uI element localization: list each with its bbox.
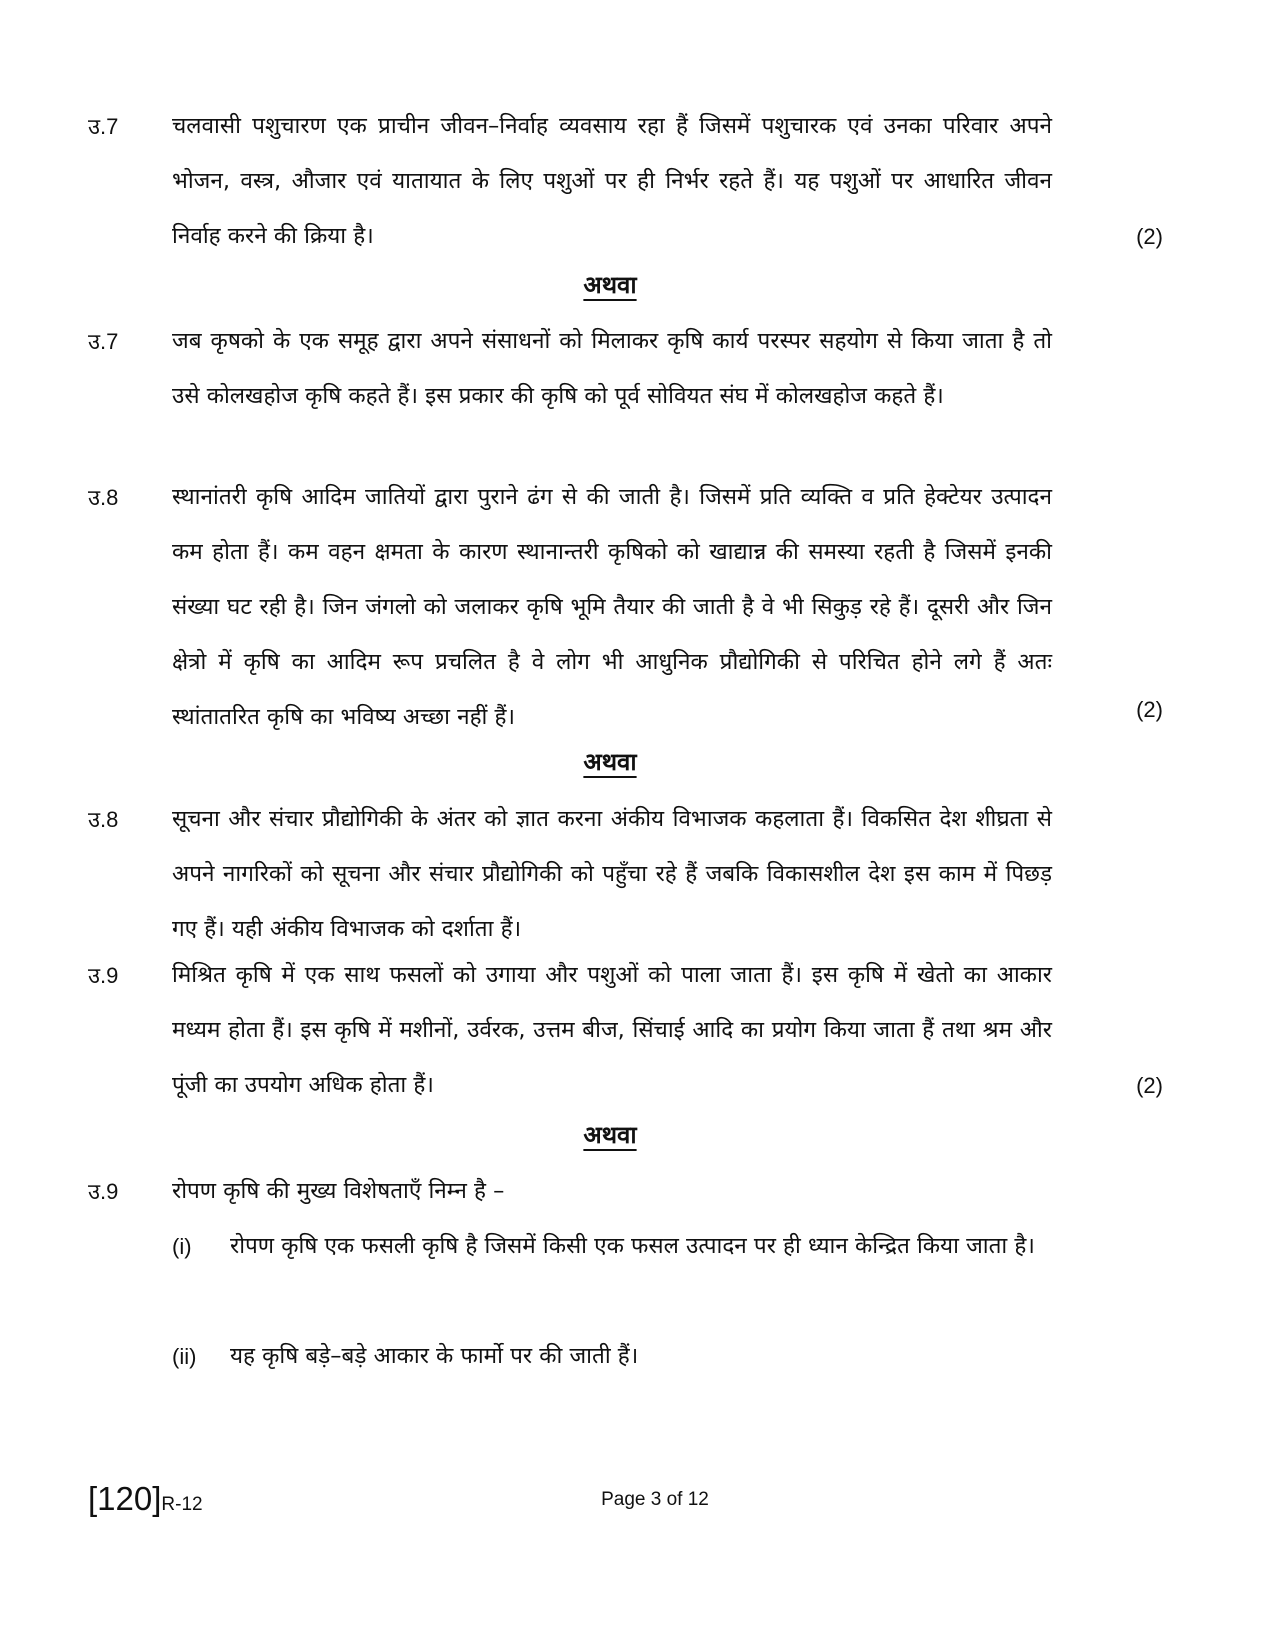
answer-text: रोपण कृषि की मुख्य विशेषताएँ निम्न है – xyxy=(172,1178,505,1204)
question-number: उ.9 xyxy=(88,1179,119,1204)
marks-label: (2) xyxy=(1136,697,1163,722)
question-number: उ.7 xyxy=(88,329,119,354)
answer-text: मिश्रित कृषि में एक साथ फसलों को उगाया और पशुओं को पाला जाता हैं। इस कृषि में खेतो का आकार मध्यम होता हैं। इस कृषि में मशीनों, उर्वरक, उत्तम बीज, सिंचाई आदि का प्रयोग किया जाता हैं तथा श्रम और पूंजी का उपयोग अधिक होता हैं। xyxy=(172,962,1052,1098)
list-item-number: (ii) xyxy=(172,1344,197,1369)
list-item-number: (i) xyxy=(172,1234,192,1259)
question-number: उ.9 xyxy=(88,963,119,988)
page-number: Page 3 of 12 xyxy=(601,1489,709,1510)
marks-label: (2) xyxy=(1136,224,1163,249)
list-item-text: यह कृषि बड़े–बड़े आकार के फार्मो पर की जाती हैं। xyxy=(230,1343,639,1369)
or-heading: अथवा xyxy=(583,748,637,776)
answer-text: सूचना और संचार प्रौद्योगिकी के अंतर को ज्ञात करना अंकीय विभाजक कहलाता हैं। विकसित देश शीघ्रता से अपने नागरिकों को सूचना और संचार प्रौद्योगिकी को पहुँचा रहे हैं जबकि विकासशील देश इस काम में पिछड़ गए हैं। यही अंकीय विभाजक को दर्शाता हैं। xyxy=(172,806,1052,942)
list-item-text: रोपण कृषि एक फसली कृषि है जिसमें किसी एक फसल उत्पादन पर ही ध्यान केन्द्रित किया जाता है। xyxy=(230,1233,1035,1259)
question-number: उ.8 xyxy=(88,485,119,510)
paper-code-sub: R-12 xyxy=(161,1494,203,1515)
paper-code-main: [120] xyxy=(88,1480,162,1517)
answer-text: जब कृषको के एक समूह द्वारा अपने संसाधनों को मिलाकर कृषि कार्य परस्पर सहयोग से किया जाता है तो उसे कोलखहोज कृषि कहते हैं। इस प्रकार की कृषि को पूर्व सोवियत संघ में कोलखहोज कहते हैं। xyxy=(172,328,1052,409)
or-heading: अथवा xyxy=(583,271,637,299)
question-number: उ.7 xyxy=(88,114,119,139)
marks-label: (2) xyxy=(1136,1073,1163,1098)
or-heading: अथवा xyxy=(583,1121,637,1149)
answer-text: स्थानांतरी कृषि आदिम जातियों द्वारा पुराने ढंग से की जाती है। जिसमें प्रति व्यक्ति व प्रति हेक्टेयर उत्पादन कम होता हैं। कम वहन क्षमता के कारण स्थानान्तरी कृषिको को खाद्यान्न की समस्या रहती है जिसमें इनकी संख्या घट रही है। जिन जंगलो को जलाकर कृषि भूमि तैयार की जाती है वे भी सिकुड़ रहे हैं। दूसरी और जिन क्षेत्रो में कृषि का आदिम रूप प्रचलित है वे लोग भी आधुनिक प्रौद्योगिकी से परिचित होने लगे हैं अतः स्थांतातरित कृषि का भविष्य अच्छा नहीं हैं। xyxy=(172,484,1052,730)
question-number: उ.8 xyxy=(88,807,119,832)
answer-text: चलवासी पशुचारण एक प्राचीन जीवन–निर्वाह व्यवसाय रहा हैं जिसमें पशुचारक एवं उनका परिवार अपने भोजन, वस्त्र, औजार एवं यातायात के लिए पशुओं पर ही निर्भर रहते हैं। यह पशुओं पर आधारित जीवन निर्वाह करने की क्रिया है। xyxy=(172,113,1052,249)
